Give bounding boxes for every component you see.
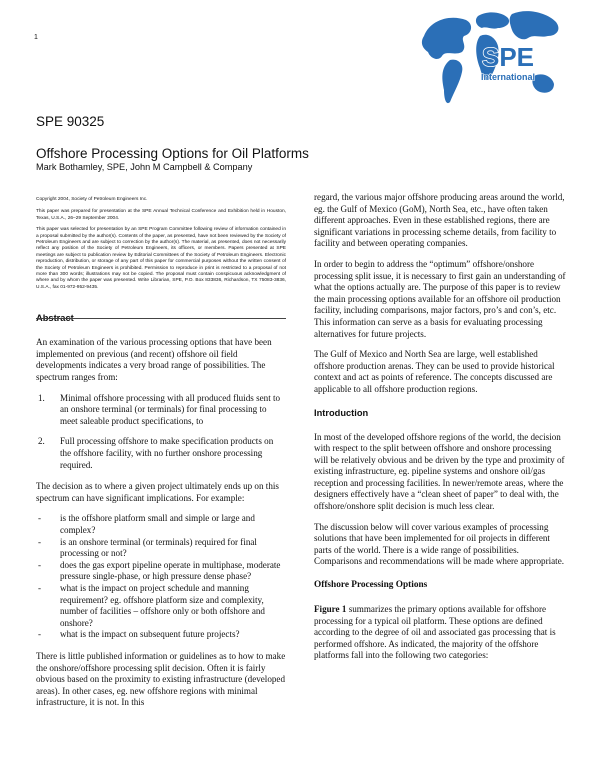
- abstract-paragraph-2: The decision as to where a given project ultimately ends up on this spectrum can have significant implications. For example:: [36, 481, 279, 503]
- dash: -: [38, 513, 42, 524]
- dash: -: [38, 559, 42, 570]
- list-text: does the gas export pipeline operate in multiphase, moderate pressure single-phase, or high pressure dense phase?: [60, 559, 281, 582]
- offshore-options-heading: Offshore Processing Options: [314, 580, 428, 591]
- list-text: is the offshore platform small and simple or large and complex?: [60, 513, 255, 535]
- list-text: Full processing offshore to make specification products on the offshore facility, with no further onshore processing required.: [60, 436, 274, 470]
- copyright-prepared: This paper was prepared for presentation at the SPE Annual Technical Conference and Exhibition held in Houston, Texas, U.S.A., 26–29 September 2004.: [36, 209, 286, 221]
- logo-international-text: International: [480, 72, 536, 82]
- right-paragraph-2: In order to begin to address the “optimum” offshore/onshore processing split issue, it is necessary to first gain an understanding of what the options actually are. The purpose of this paper is to review the main processing options available for an offshore oil production facility, including comparisons, major factors, pro’s and con’s, etc. This information can serve as a basis for evaluating processing alternatives for future projects.: [314, 258, 566, 339]
- right-paragraph-3: The Gulf of Mexico and North Sea are large, well established offshore production arenas. They can be used to provide historical context and act as points of reference. The concepts discussed are applicable to all offshore production regions.: [314, 349, 555, 394]
- paper-authors: Mark Bothamley, SPE, John M Campbell & Company: [36, 162, 253, 172]
- dash: -: [38, 629, 42, 640]
- list-item: [36, 436, 286, 471]
- list-text: is an onshore terminal (or terminals) required for final processing or not?: [60, 536, 257, 559]
- copyright-divider: [36, 318, 286, 319]
- introduction-paragraph-1: In most of the developed offshore regions of the world, the decision with respect to the split between offshore and onshore processing will be relatively obvious and be driven by the type and proximity of existing infrastructure, eg. pipeline systems and onshore oil/gas reception and processing facilities. In newer/remote areas, where the designers effectively have a “clean sheet of paper” to deal with, the offshore/onshore split decision is much less clear.: [314, 431, 565, 512]
- spe-international-logo: [416, 6, 562, 110]
- spectrum-list: [36, 393, 286, 472]
- list-item: [36, 583, 286, 629]
- list-item: [36, 560, 286, 583]
- left-column: [36, 197, 286, 718]
- logo-spe-text: SPE: [481, 42, 535, 72]
- abstract-paragraph-3: There is little published information or guidelines as to how to make the onshore/offshore processing split decision. Often it is fairly obvious based on the proximity to existing infrastructure (developed areas). In other cases, eg. new offshore regions with minimal infrastructure, it is not. In this: [36, 650, 286, 708]
- list-item: [36, 537, 286, 560]
- dash: -: [38, 536, 42, 547]
- abstract-heading: Abstract: [36, 313, 74, 324]
- list-number: 2.: [38, 436, 45, 447]
- right-column: [314, 192, 566, 671]
- abstract-paragraph-1: An examination of the various processing options that have been implemented on previous (and recent) offshore oil field developments indicates a very broad range of possibilities. The spectrum ranges from:: [36, 337, 272, 383]
- introduction-heading: Introduction: [314, 407, 369, 418]
- copyright-review: This paper was selected for presentation by an SPE Program Committee following review of information contained in a proposal submitted by the author(s). Contents of the paper, as presented, have not been reviewed by the Society of Petroleum Engineers and are subject to correction by the author(s). The material, as presented, does not necessarily reflect any position of the Society of Petroleum Engineers, its officers, or members. Papers presented at SPE meetings are subject to publication review by Editorial Committees of the Society of Petroleum Engineers. Electronic reproduction, distribution, or storage of any part of this paper for commercial purposes without the written consent of the Society of Petroleum Engineers is prohibited. Permission to reproduce in print is restricted to a proposal of not more than 300 words; illustrations may not be copied. The proposal must contain conspicuous acknowledgment of where and by whom the paper was presented. Write Librarian, SPE, P.O. Box 833836, Richardson, TX 75083-3836, U.S.A., fax 01-972-952-9435.: [36, 227, 286, 290]
- question-list: [36, 513, 286, 641]
- options-paragraph: [314, 604, 566, 662]
- list-item: [36, 513, 286, 536]
- options-text: summarizes the primary options available for offshore processing for a typical oil platform. These options are defined according to the degree of oil and associated gas processing that is performed offshore. As indicated, the majority of the offshore platforms fall into the following two categories:: [314, 604, 556, 661]
- list-text: Minimal offshore processing with all produced fluids sent to an onshore terminal (or terminals) for final processing to meet saleable product specifications, to: [60, 392, 281, 426]
- paper-number: SPE 90325: [36, 114, 105, 129]
- list-text: what is the impact on project schedule and manning requirement? eg. offshore platform size and complexity, number of facilities – offshore only or both offshore and onshore?: [60, 582, 265, 628]
- figure-reference: Figure 1: [314, 604, 347, 615]
- list-number: 1.: [38, 392, 45, 403]
- list-item: [36, 393, 286, 428]
- list-item: [36, 629, 286, 641]
- paper-title: Offshore Processing Options for Oil Platforms: [36, 146, 309, 161]
- dash: -: [38, 582, 42, 593]
- list-text: what is the impact on subsequent future projects?: [60, 629, 240, 640]
- page-number: 1: [34, 34, 38, 41]
- copyright-line: Copyright 2004, Society of Petroleum Engineers Inc.: [36, 197, 148, 202]
- introduction-paragraph-2: The discussion below will cover various examples of processing solutions that have been implemented for oil projects in different parts of the world. There is a wide range of possibilities. Comparisons and recommendations will be made where appropriate.: [314, 521, 565, 567]
- right-paragraph-1: regard, the various major offshore producing areas around the world, eg. the Gulf of Mexico (GoM), North Sea, etc., have often taken different approaches. Even in these established regions, there are significant variations in processing scheme details, from facility to facility and between operating companies.: [314, 192, 565, 249]
